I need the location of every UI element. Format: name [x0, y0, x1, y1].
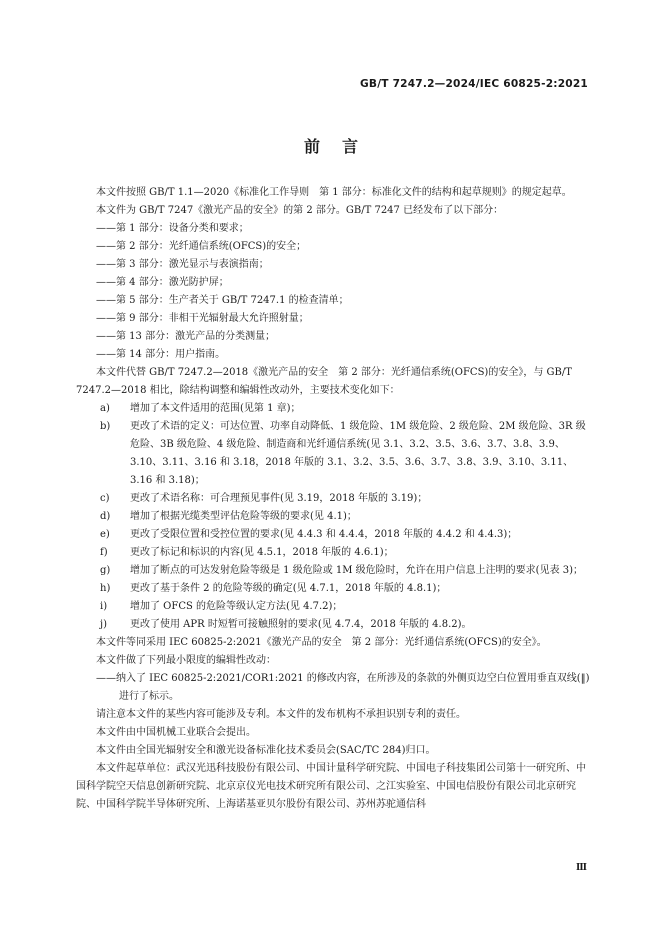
paragraph: 本文件为 GB/T 7247《激光产品的安全》的第 2 部分。GB/T 7247 已经发布了以下部分： — [96, 205, 504, 216]
paragraph: 本文件起草单位：武汉光迅科技股份有限公司、中国计量科学研究院、中国电子科技集团公司第十一研究所、中国科学院空天信息创新研究院、北京京仪光电技术研究所有限公司、之江实验室、中国电信股份有限公司北京研究院、中国科学院半导体研究所、上海诺基亚贝尔股份有限公司、苏州苏驼通信科 — [76, 763, 586, 810]
list-marker: c) — [100, 493, 110, 504]
page-number: Ⅲ — [576, 863, 588, 873]
list-item — [76, 490, 592, 508]
paragraph: 本文件代替 GB/T 7247.2—2018《激光产品的安全 第 2 部分：光纤通信系统(OFCS)的安全》，与 GB/T 7247.2—2018 相比，除结构调整和编辑性改动外，主要技术变化如下： — [76, 367, 572, 396]
list-text: 更改了术语名称：可合理预见事件(见 3.19，2018 年版的 3.19)； — [130, 493, 428, 504]
list-marker: i) — [100, 601, 108, 612]
list-marker: f) — [100, 547, 108, 558]
list-text: 更改了术语的定义：可达位置、功率自动降低、1 级危险、1M 级危险、2 级危险、2M 级危险、3R 级危险、3B 级危险、4 级危险、制造商和光纤通信系统(见 3.1、3.2、3.5、3.6、3.7、3.8、3.9、3.10、3.11、3.16 和 3.18，2018 年版的 3.1、3.2、3.5、3.6、3.7、3.8、3.9、3.10、3.11、3.16 和 3.18)； — [130, 421, 586, 486]
paragraph: 本文件按照 GB/T 1.1—2020《标准化工作导则 第 1 部分：标准化文件的结构和起草规则》的规定起草。 — [96, 187, 572, 198]
list-item: ——第 4 部分：激光防护屏； — [96, 277, 229, 288]
list-marker: a) — [100, 403, 110, 414]
list-item — [76, 526, 592, 544]
list-item — [76, 598, 592, 616]
list-text: 更改了基于条件 2 的危险等级的确定(见 4.7.1，2018 年版的 4.8.1)； — [130, 583, 447, 594]
paragraph: 请注意本文件的某些内容可能涉及专利。本文件的发布机构不承担识别专利的责任。 — [96, 709, 466, 720]
list-marker: b) — [100, 421, 111, 432]
list-item: ——第 5 部分：生产者关于 GB/T 7247.1 的检查清单； — [96, 295, 349, 306]
changes-list — [76, 400, 592, 634]
list-text: 更改了标记和标识的内容(见 4.5.1，2018 年版的 4.6.1)； — [130, 547, 394, 558]
list-text: 增加了根据光缆类型评估危险等级的要求(见 4.1)； — [130, 511, 357, 522]
list-marker: j) — [100, 619, 108, 630]
paragraph: 本文件由全国光辐射安全和激光设备标准化技术委员会(SAC/TC 284)归口。 — [96, 745, 436, 756]
list-marker: e) — [100, 529, 110, 540]
parts-list — [76, 220, 592, 364]
list-item: ——第 1 部分：设备分类和要求； — [96, 223, 249, 234]
preface-body — [76, 184, 592, 814]
list-text: 增加了 OFCS 的危险等级认定方法(见 4.7.2)； — [130, 601, 343, 612]
list-text: 更改了使用 APR 时短暂可接触照射的要求(见 4.7.4，2018 年版的 4.8.2)。 — [130, 619, 472, 630]
list-item — [76, 400, 592, 418]
list-item: ——第 13 部分：激光产品的分类测量； — [96, 331, 276, 342]
list-item — [76, 544, 592, 562]
list-marker: h) — [100, 583, 111, 594]
list-text: 增加了本文件适用的范围(见第 1 章)； — [130, 403, 301, 414]
paragraph: 本文件等同采用 IEC 60825-2:2021《激光产品的安全 第 2 部分：光纤通信系统(OFCS)的安全》。 — [96, 637, 547, 648]
standard-number: GB/T 7247.2—2024/IEC 60825-2:2021 — [360, 78, 588, 90]
list-item: ——第 2 部分：光纤通信系统(OFCS)的安全； — [96, 241, 307, 252]
list-item: ——第 3 部分：激光显示与表演指南； — [96, 259, 269, 270]
list-text: 增加了断点的可达发射危险等级是 1 级危险或 1M 级危险时，允许在用户信息上注明的要求(见表 3)； — [130, 565, 584, 576]
paragraph: 本文件由中国机械工业联合会提出。 — [96, 727, 256, 738]
list-item — [76, 616, 592, 634]
page-title: 前言 — [303, 137, 380, 156]
list-marker: d) — [100, 511, 111, 522]
list-item — [76, 508, 592, 526]
list-item — [76, 418, 592, 490]
list-item: ——第 9 部分：非相干光辐射最大允许照射量； — [96, 313, 309, 324]
list-item: ——第 14 部分：用户指南。 — [96, 349, 226, 360]
paragraph: 本文件做了下列最小限度的编辑性改动： — [96, 655, 276, 666]
list-item — [76, 562, 592, 580]
list-text: 更改了受限位置和受控位置的要求(见 4.4.3 和 4.4.4，2018 年版的 4.4.2 和 4.4.3)； — [130, 529, 518, 540]
list-item: ——纳入了 IEC 60825-2:2021/COR1:2021 的修改内容，在所涉及的条款的外侧页边空白位置用垂直双线(‖)进行了标示。 — [96, 673, 590, 702]
list-item — [76, 580, 592, 598]
list-marker: g) — [100, 565, 111, 576]
